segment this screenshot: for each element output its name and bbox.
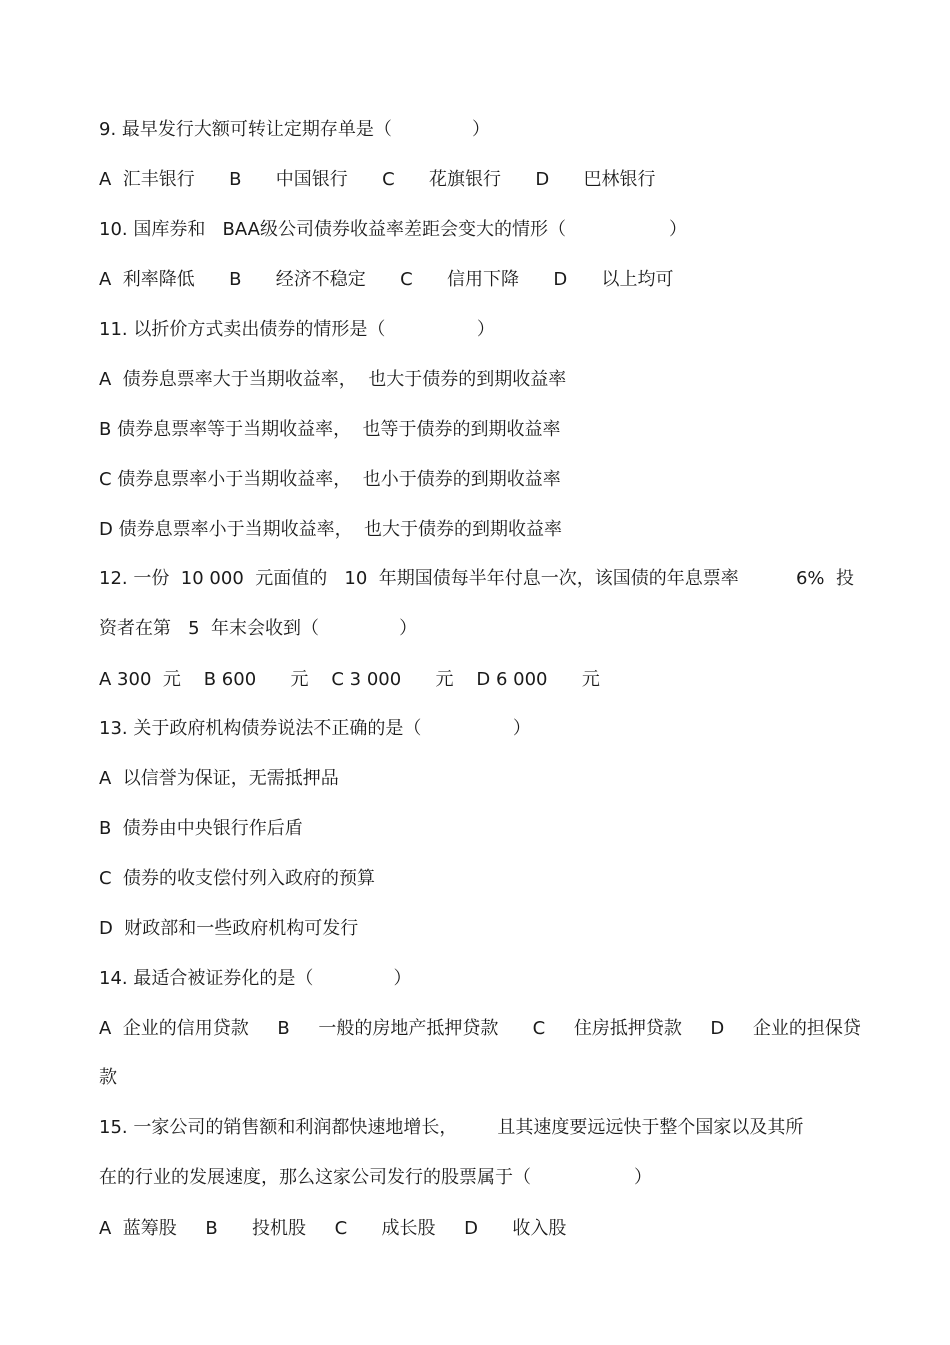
question-11-option-d: D 债券息票率小于当期收益率， 也大于债券的到期收益率 <box>99 519 563 540</box>
question-11-stem: 11. 以折价方式卖出债券的情形是（ ） <box>99 319 495 340</box>
question-14-stem: 14. 最适合被证券化的是（ ） <box>99 968 412 989</box>
question-15-stem-line-1: 15. 一家公司的销售额和利润都快速地增长， 且其速度要远远快于整个国家以及其所 <box>99 1117 804 1138</box>
question-13-option-d: D 财政部和一些政府机构可发行 <box>99 918 359 939</box>
question-9-stem: 9. 最早发行大额可转让定期存单是（ ） <box>99 119 490 140</box>
question-13-option-a: A 以信誉为保证，无需抵押品 <box>99 768 339 789</box>
question-12-stem-line-2: 资者在第 5 年末会收到（ ） <box>99 618 418 639</box>
question-11-option-a: A 债券息票率大于当期收益率， 也大于债券的到期收益率 <box>99 369 567 390</box>
question-9-options: A 汇丰银行 B 中国银行 C 花旗银行 D 巴林银行 <box>99 169 656 190</box>
question-15-options: A 蓝筹股 B 投机股 C 成长股 D 收入股 <box>99 1218 567 1239</box>
question-14-options-line-1: A 企业的信用贷款 B 一般的房地产抵押贷款 C 住房抵押贷款 D 企业的担保贷 <box>99 1018 861 1039</box>
question-14-options-line-2: 款 <box>99 1067 117 1088</box>
question-13-option-c: C 债券的收支偿付列入政府的预算 <box>99 868 376 889</box>
question-10-stem: 10. 国库券和 BAA级公司债券收益率差距会变大的情形（ ） <box>99 219 687 240</box>
question-13-stem: 13. 关于政府机构债券说法不正确的是（ ） <box>99 718 531 739</box>
question-10-options: A 利率降低 B 经济不稳定 C 信用下降 D 以上均可 <box>99 269 674 290</box>
question-15-stem-line-2: 在的行业的发展速度，那么这家公司发行的股票属于（ ） <box>99 1167 652 1188</box>
question-12-options: A 300 元 B 600 元 C 3 000 元 D 6 000 元 <box>99 669 600 690</box>
question-11-option-c: C 债券息票率小于当期收益率， 也小于债券的到期收益率 <box>99 469 561 490</box>
question-12-stem-line-1: 12. 一份 10 000 元面值的 10 年期国债每半年付息一次，该国债的年息票率 6% 投 <box>99 568 854 589</box>
question-11-option-b: B 债券息票率等于当期收益率， 也等于债券的到期收益率 <box>99 419 561 440</box>
question-13-option-b: B 债券由中央银行作后盾 <box>99 818 303 839</box>
